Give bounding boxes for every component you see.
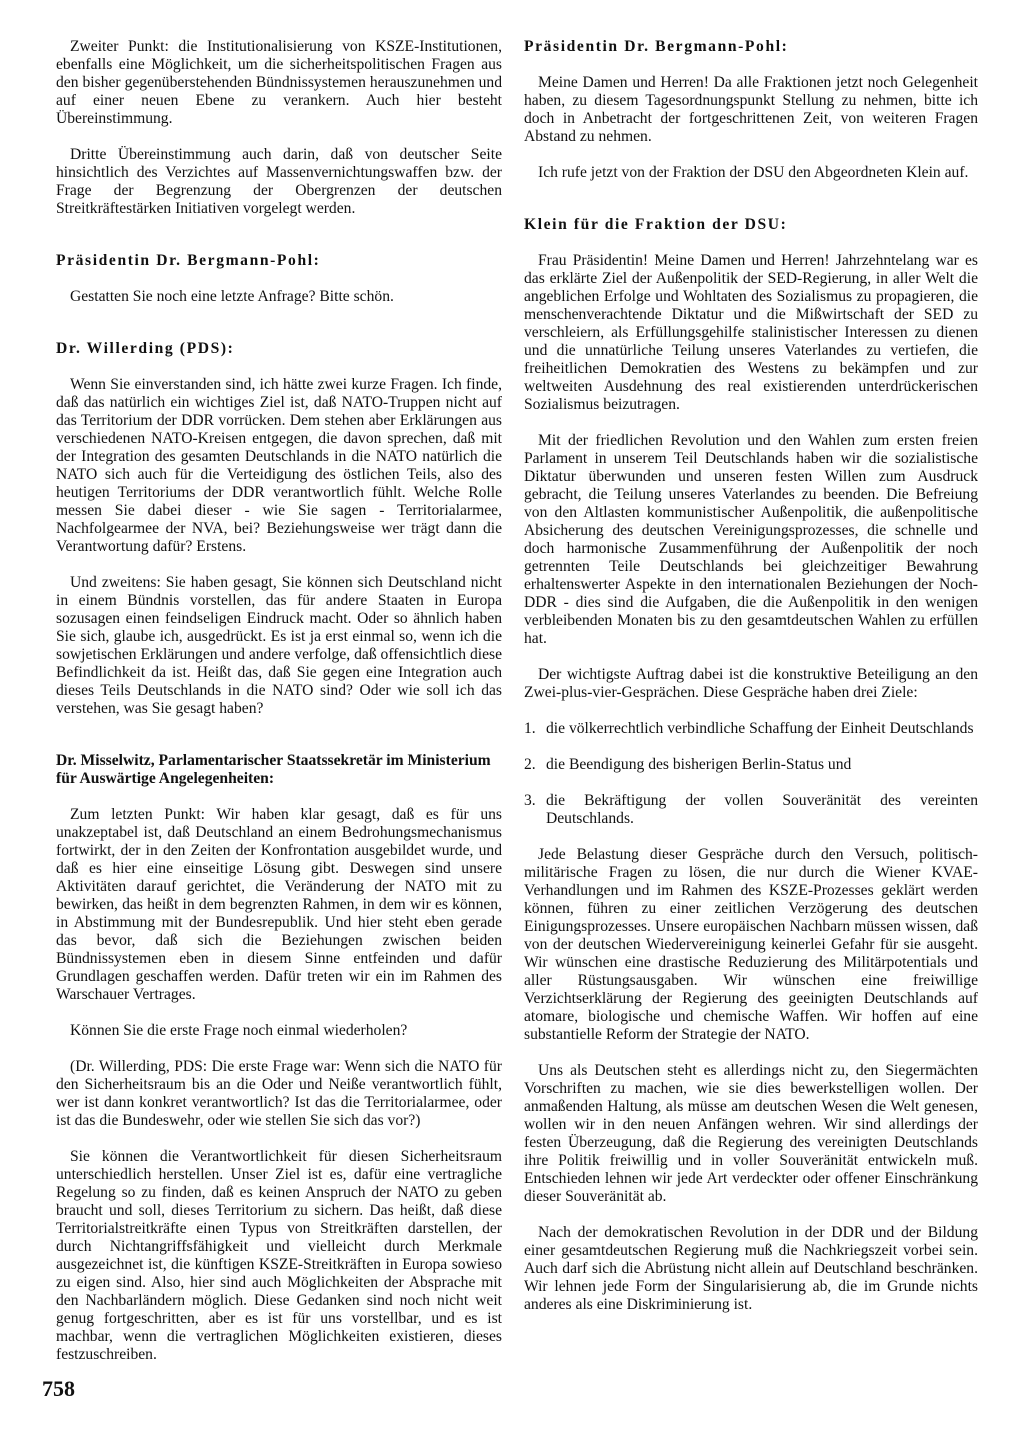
paragraph: Meine Damen und Herren! Da alle Fraktionen jetzt noch Gelegenheit haben, zu diesem Tagesordnungspunkt Stellung zu nehmen, bitte ich doch in Anbetracht der fortgeschrittenen Zeit, von weiteren Fragen Abstand zu nehmen. [524, 74, 978, 145]
interjection: (Dr. Willerding, PDS: Die erste Frage war: Wenn sich die NATO für den Sicherheitsraum bis an die Oder und Neiße verantwortlich fühlt, wer ist dann konkret verantwortlich? Ist das die Territorialarmee, oder ist das die Bundeswehr, oder wie stellen Sie sich das vor?) [56, 1058, 502, 1129]
speaker-heading [524, 216, 978, 234]
paragraph: Sie können die Verantwortlichkeit für diesen Sicherheitsraum unterschiedlich herstellen. Unser Ziel ist es, dafür eine vertragliche Regelung so zu finden, daß es keinen Anspruch der NATO zu geben braucht und soll, dieses Territorium zu sichern. Das heißt, daß diese Territorialstreitkräfte einen Typus von Streitkräften darstellen, der durch Nichtangriffsfähigkeit und vielleicht durch Merkmale ausgezeichnet ist, die künftigen KSZE-Streitkräften in Europa sowieso zu eigen sind. Also, hier sind auch Möglichkeiten der Absprache mit den Nachbarländern möglich. Diese Gedanken sind noch nicht weit genug fortgeschritten, aber es ist für uns vorstellbar, und es ist machbar, wenn die vertraglichen Möglichkeiten existieren, dieses festzuschreiben. [56, 1148, 502, 1363]
paragraph: Zweiter Punkt: die Institutionalisierung von KSZE-Institutionen, ebenfalls eine Möglichkeit, um die sicherheitspolitischen Fragen aus den bisher gegenüberstehenden Bündnissystemen herauszunehmen und auf einer neuen Ebene zu verankern. Auch hier besteht Übereinstimmung. [56, 38, 502, 127]
list-item [524, 720, 978, 738]
list-number: 3. [524, 792, 536, 809]
right-column [524, 38, 978, 1332]
paragraph: Der wichtigste Auftrag dabei ist die konstruktive Beteiligung an den Zwei-plus-vier-Gesprächen. Diese Gespräche haben drei Ziele: [524, 666, 978, 701]
list-item [524, 756, 978, 774]
speaker-name: Präsidentin Dr. Bergmann-Pohl: [524, 38, 789, 55]
paragraph: Wenn Sie einverstanden sind, ich hätte zwei kurze Fragen. Ich finde, daß das natürlich ein wichtiges Ziel ist, daß NATO-Truppen nicht auf das Territorium der DDR vorrücken. Dem stehen aber Erklärungen aus verschiedenen NATO-Kreisen entgegen, die davon sprechen, daß mit der Integration des gesamten Deutschlands in die NATO natürlich die NATO sich auch für die Verteidigung des östlichen Teils, also des heutigen Territoriums der DDR verantwortlich fühlt. Welche Rolle messen Sie dabei dieser - wie Sie sagen - Territorialarmee, Nachfolgearmee der NVA, bei? Beziehungsweise wer trägt dann die Verantwortung dafür? Erstens. [56, 376, 502, 555]
speaker-name: Dr. Willerding (PDS): [56, 340, 235, 357]
speaker-name: Klein für die Fraktion der DSU: [524, 216, 788, 233]
paragraph: Gestatten Sie noch eine letzte Anfrage? Bitte schön. [70, 288, 394, 305]
speaker-heading [56, 252, 502, 270]
list-text: die Bekräftigung der vollen Souveränität des vereinten Deutschlands. [546, 792, 978, 827]
paragraph: Ich rufe jetzt von der Fraktion der DSU den Abgeordneten Klein auf. [538, 164, 969, 181]
paragraph: Uns als Deutschen steht es allerdings nicht zu, den Siegermächten Vorschriften zu machen, wie sie dies bewerkstelligen wollen. Der anmaßenden Haltung, als müsse am deutschen Wesen die Welt genesen, wollen wir in den neuen Anfängen wehren. Wir sind allerdings der festen Überzeugung, daß die Regierung des vereinigten Deutschlands ihre Politik freiwillig und in voller Souveränität entwickeln muß. Entschieden lehnen wir jede Art verdeckter oder offener Einschränkung dieser Souveränität ab. [524, 1062, 978, 1205]
speaker-heading [56, 340, 502, 358]
speaker-name: Dr. Misselwitz, Parlamentarischer Staatssekretär im Ministerium für Auswärtige Angelegenheiten: [56, 752, 491, 787]
paragraph: Zum letzten Punkt: Wir haben klar gesagt, daß es für uns unakzeptabel ist, daß Deutschland an einem Bedrohungsmechanismus fortwirkt, der in den Zeiten der Konfrontation ausgebildet wurde, und daß es hier eine einseitige Lösung gibt. Deswegen sind unsere Aktivitäten darauf gerichtet, die Veränderung der NATO mit zu bewirken, das heißt in dem begrenzten Rahmen, in dem wir es können, in Abstimmung mit der Bundesrepublik. Und hier steht eben gerade das bevor, daß sich die Beziehungen zwischen beiden Bündnissystemen eben in diesem Sinne entfeinden und dafür Grundlagen geschaffen werden. Dafür treten wir ein im Rahmen des Warschauer Vertrages. [56, 806, 502, 1003]
list-text: die Beendigung des bisherigen Berlin-Status und [546, 756, 852, 773]
paragraph: Jede Belastung dieser Gespräche durch den Versuch, politisch-militärische Fragen zu lösen, die nur durch die Wiener KVAE-Verhandlungen und im Rahmen des KSZE-Prozesses geklärt werden können, führen zu einer zeitlichen Verzögerung des deutschen Einigungsprozesses. Unsere europäischen Nachbarn müssen wissen, daß von der deutschen Wiedervereinigung keinerlei Gefahr für sie ausgeht. Wir wünschen eine drastische Reduzierung des Militärpotentials und aller Rüstungsausgaben. Wir wünschen eine freiwillige Verzichtserklärung der Regierung des geeinigten Deutschlands auf atomare, biologische und chemische Waffen. Wir hoffen auf eine substantielle Reform der Strategie der NATO. [524, 846, 978, 1043]
speaker-heading [56, 752, 502, 788]
left-column [56, 38, 502, 1382]
paragraph: Dritte Übereinstimmung auch darin, daß von deutscher Seite hinsichtlich des Verzichtes auf Massenvernichtungswaffen bzw. der Frage der Begrenzung der Obergrenzen der deutschen Streitkräftestärken Initiativen vorgelegt werden. [56, 146, 502, 217]
list-number: 2. [524, 756, 536, 773]
list-text: die völkerrechtlich verbindliche Schaffung der Einheit Deutschlands [546, 720, 974, 737]
page-number: 758 [42, 1376, 75, 1401]
speaker-name: Präsidentin Dr. Bergmann-Pohl: [56, 252, 321, 269]
paragraph: Mit der friedlichen Revolution und den Wahlen zum ersten freien Parlament in unserem Teil Deutschlands haben wir die sozialistische Diktatur überwunden und unseren festen Willen zum Ausdruck gebracht, die Teilung unseres Vaterlandes zu beenden. Die Befreiung von den Altlasten kommunistischer Außenpolitik, die außenpolitische Absicherung des deutschen Vereinigungsprozesses, die schnelle und doch harmonische Zusammenführung der Außenpolitik der noch getrennten Teile Deutschlands bei gleichzeitiger Bewahrung erhaltenswerter Aspekte in den internationalen Beziehungen der Noch-DDR - dies sind die Aufgaben, die die Außenpolitik in den wenigen verbleibenden Monaten bis zu den gesamtdeutschen Wahlen zu erfüllen hat. [524, 432, 978, 647]
paragraph: Nach der demokratischen Revolution in der DDR und der Bildung einer gesamtdeutschen Regierung muß die Nachkriegszeit vorbei sein. Auch darf sich die Abrüstung nicht allein auf Deutschland beschränken. Wir lehnen jede Form der Singularisierung ab, die im Grunde nichts anderes als eine Diskriminierung ist. [524, 1224, 978, 1313]
paragraph: Können Sie die erste Frage noch einmal wiederholen? [70, 1022, 408, 1039]
paragraph: Frau Präsidentin! Meine Damen und Herren! Jahrzehntelang war es das erklärte Ziel der Außenpolitik der SED-Regierung, in aller Welt die angeblichen Erfolge und Wohltaten des Sozialismus zu propagieren, die menschenverachtende Diktatur und die Mißwirtschaft der SED zu verschleiern, als Erfüllungsgehilfe stalinistischer Interessen zu dienen und die unnatürliche Teilung unseres Vaterlandes zu vertiefen, die freiheitlichen Demokratien des Westens zu bekämpfen und zur weltweiten Ausdehnung des real existierenden unterdrückerischen Sozialismus beizutragen. [524, 252, 978, 413]
list-number: 1. [524, 720, 536, 737]
list-item [524, 792, 978, 828]
speaker-heading [524, 38, 978, 56]
paragraph: Und zweitens: Sie haben gesagt, Sie können sich Deutschland nicht in einem Bündnis vorstellen, das für andere Staaten in Europa sozusagen einen feindseligen Eindruck macht. Oder so ähnlich haben Sie sich, glaube ich, ausgedrückt. Es ist ja erst einmal so, wenn ich die sowjetischen Erklärungen und andere verfolge, daß offensichtlich diese Befindlichkeit da ist. Heißt das, daß Sie gegen eine Integration auch dieses Teils Deutschlands in die NATO sind? Oder wie soll ich das verstehen, was Sie gesagt haben? [56, 574, 502, 717]
